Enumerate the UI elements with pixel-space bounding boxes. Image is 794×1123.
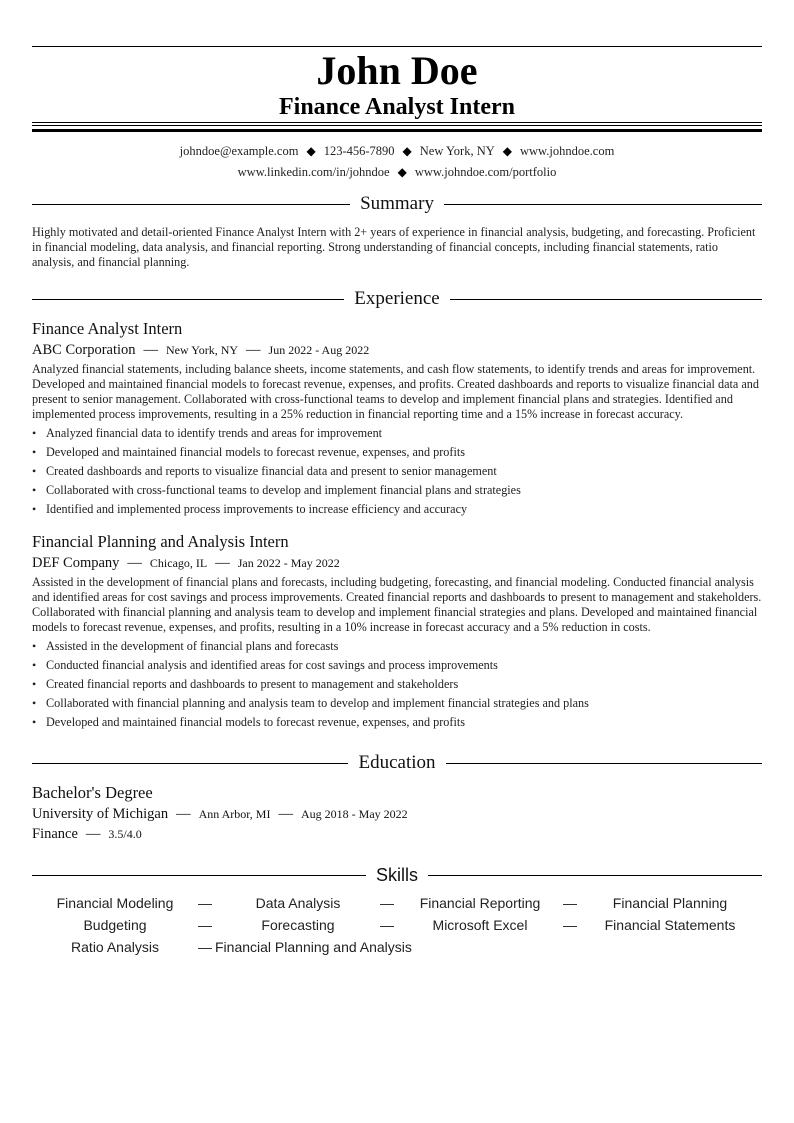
skills-title: Skills bbox=[376, 865, 419, 885]
bullet-text: Collaborated with cross-functional teams to develop and implement financial plans and strategies bbox=[46, 483, 521, 497]
job-meta bbox=[32, 554, 340, 572]
skill-item: Data Analysis bbox=[255, 895, 341, 911]
bullet-text: Conducted financial analysis and identified areas for cost savings and process improvements bbox=[46, 658, 498, 672]
degree-title: Bachelor's Degree bbox=[32, 783, 153, 802]
skills-row bbox=[32, 893, 762, 915]
job-dates: Jan 2022 - May 2022 bbox=[237, 556, 340, 570]
bullet-icon: • bbox=[32, 445, 37, 459]
list-item bbox=[32, 637, 762, 656]
heading-rule bbox=[428, 875, 762, 876]
list-item bbox=[32, 462, 762, 481]
heading-rule bbox=[32, 763, 348, 764]
heading-rule bbox=[32, 875, 366, 876]
diamond-icon: ◆ bbox=[306, 144, 316, 158]
list-item bbox=[32, 675, 762, 694]
skill-item: Forecasting bbox=[261, 917, 335, 933]
heading-rule bbox=[32, 204, 350, 205]
top-divider bbox=[32, 46, 762, 47]
bullet-text: Created dashboards and reports to visualize financial data and present to senior management bbox=[46, 464, 497, 478]
skill-item: Financial Modeling bbox=[56, 895, 174, 911]
diamond-icon: ◆ bbox=[502, 144, 512, 158]
dash-separator: — bbox=[563, 895, 577, 911]
education-heading bbox=[32, 751, 762, 775]
experience-title: Experience bbox=[354, 288, 440, 309]
list-item bbox=[32, 656, 762, 675]
company-name: DEF Company bbox=[32, 555, 120, 571]
diamond-icon: ◆ bbox=[402, 144, 412, 158]
list-item bbox=[32, 424, 762, 443]
heading-rule bbox=[450, 299, 762, 300]
header-divider-thin-2 bbox=[32, 125, 762, 126]
heading-rule bbox=[446, 763, 762, 764]
skills-grid bbox=[32, 893, 762, 957]
bullet-icon: • bbox=[32, 658, 37, 672]
bullet-icon: • bbox=[32, 639, 37, 653]
portfolio-link[interactable]: www.johndoe.com/portfolio bbox=[414, 165, 557, 179]
dash-separator: — bbox=[198, 917, 212, 933]
job-title: Financial Planning and Analysis Intern bbox=[32, 532, 289, 551]
gpa-text: 3.5/4.0 bbox=[108, 827, 142, 841]
heading-rule bbox=[444, 204, 762, 205]
bullet-icon: • bbox=[32, 426, 37, 440]
school-dates: Aug 2018 - May 2022 bbox=[300, 807, 408, 821]
summary-title: Summary bbox=[360, 193, 434, 214]
bullet-text: Created financial reports and dashboards to present to management and stakeholders bbox=[46, 677, 459, 691]
summary-heading bbox=[32, 192, 762, 216]
candidate-name: John Doe bbox=[316, 48, 478, 93]
experience-heading bbox=[32, 287, 762, 311]
list-item bbox=[32, 481, 762, 500]
heading-rule bbox=[32, 299, 344, 300]
bullet-icon: • bbox=[32, 677, 37, 691]
header-divider-thin-1 bbox=[32, 122, 762, 123]
bullet-icon: • bbox=[32, 696, 37, 710]
dash-separator: — bbox=[215, 555, 230, 571]
skill-item: Financial Planning bbox=[612, 895, 728, 911]
list-item bbox=[32, 443, 762, 462]
major-meta bbox=[32, 825, 142, 843]
list-item bbox=[32, 500, 762, 519]
dash-separator: — bbox=[246, 342, 261, 358]
phone-text: 123-456-7890 bbox=[323, 144, 395, 158]
list-item bbox=[32, 713, 762, 732]
bullet-text: Identified and implemented process improvements to increase efficiency and accuracy bbox=[46, 502, 468, 516]
skills-heading bbox=[32, 863, 762, 887]
bullet-icon: • bbox=[32, 483, 37, 497]
job-bullets bbox=[32, 424, 762, 519]
candidate-title: Finance Analyst Intern bbox=[278, 94, 515, 120]
linkedin-link[interactable]: www.linkedin.com/in/johndoe bbox=[237, 165, 390, 179]
job-location: New York, NY bbox=[166, 343, 239, 357]
dash-separator: — bbox=[563, 917, 577, 933]
skill-item: Microsoft Excel bbox=[432, 917, 528, 933]
job-bullets bbox=[32, 637, 762, 732]
job-dates: Jun 2022 - Aug 2022 bbox=[268, 343, 370, 357]
skill-item: Budgeting bbox=[83, 917, 147, 933]
job-description: Analyzed financial statements, including balance sheets, income statements, and cash flow statements, to identify trends and areas for improvement. Developed and maintained financial models to forecast revenue, expenses, and profits. Created dashboards and reports to visualize financial data and present to senior management. Collaborated with cross-functional teams to develop and implement financial plans and strategies. Identified and implemented process improvements, resulting in a 25% reduction in financial reporting time and a 15% increase in forecast accuracy. bbox=[32, 362, 759, 421]
list-item bbox=[32, 694, 762, 713]
job-title: Finance Analyst Intern bbox=[32, 319, 183, 338]
website-link[interactable]: www.johndoe.com bbox=[520, 144, 615, 158]
skill-item: Financial Reporting bbox=[419, 895, 541, 911]
dash-separator: — bbox=[127, 555, 142, 571]
school-name: University of Michigan bbox=[32, 806, 169, 822]
bullet-text: Developed and maintained financial models to forecast revenue, expenses, and profits bbox=[46, 715, 465, 729]
dash-separator: — bbox=[278, 806, 293, 822]
dash-separator: — bbox=[85, 826, 101, 842]
bullet-text: Assisted in the development of financial plans and forecasts bbox=[46, 639, 339, 653]
major-name: Finance bbox=[32, 826, 78, 842]
contact-row-1 bbox=[32, 143, 762, 159]
diamond-icon: ◆ bbox=[397, 165, 407, 179]
school-location: Ann Arbor, MI bbox=[198, 807, 271, 821]
skill-item: Ratio Analysis bbox=[71, 939, 159, 955]
education-title: Education bbox=[358, 752, 436, 773]
email-link[interactable]: johndoe@example.com bbox=[179, 144, 299, 158]
dash-separator: — bbox=[198, 895, 212, 911]
bullet-text: Collaborated with financial planning and analysis team to develop and implement financial strategies and plans bbox=[46, 696, 589, 710]
dash-separator: — bbox=[380, 895, 394, 911]
dash-separator: — bbox=[380, 917, 394, 933]
skill-item: Financial Planning and Analysis bbox=[215, 939, 412, 955]
bullet-text: Developed and maintained financial models to forecast revenue, expenses, and profits bbox=[46, 445, 465, 459]
job-location: Chicago, IL bbox=[149, 556, 208, 570]
dash-separator: — bbox=[198, 939, 212, 955]
bullet-text: Analyzed financial data to identify trends and areas for improvement bbox=[46, 426, 383, 440]
dash-separator: — bbox=[143, 342, 159, 358]
skills-row bbox=[32, 935, 762, 957]
bullet-icon: • bbox=[32, 502, 37, 516]
bullet-icon: • bbox=[32, 715, 37, 729]
skill-item: Financial Statements bbox=[604, 917, 736, 933]
summary-text: Highly motivated and detail-oriented Finance Analyst Intern with 2+ years of experience in financial analysis, budgeting, and forecasting. Proficient in financial modeling, data analysis, and financial reporting. Strong understanding of financial concepts, including financial statements, ratio analysis, and financial planning. bbox=[32, 225, 756, 269]
dash-separator: — bbox=[176, 806, 191, 822]
contact-row-2 bbox=[32, 164, 762, 180]
header-divider-thick bbox=[32, 129, 762, 132]
location-text: New York, NY bbox=[419, 144, 495, 158]
skills-row bbox=[32, 915, 762, 935]
bullet-icon: • bbox=[32, 464, 37, 478]
school-meta bbox=[32, 805, 408, 823]
company-name: ABC Corporation bbox=[32, 342, 136, 358]
job-description: Assisted in the development of financial plans and forecasts, including budgeting, forecasting, and financial modeling. Conducted financial analysis and identified areas for cost savings and process improvements. Created financial reports and dashboards to present to management and stakeholders. Collaborated with financial planning and analysis team to develop and implement financial strategies and plans. Developed and maintained financial models to forecast revenue, expenses, and profits, resulting in a 10% increase in forecast accuracy and a 5% reduction in costs. bbox=[32, 575, 762, 634]
job-meta bbox=[32, 341, 369, 359]
